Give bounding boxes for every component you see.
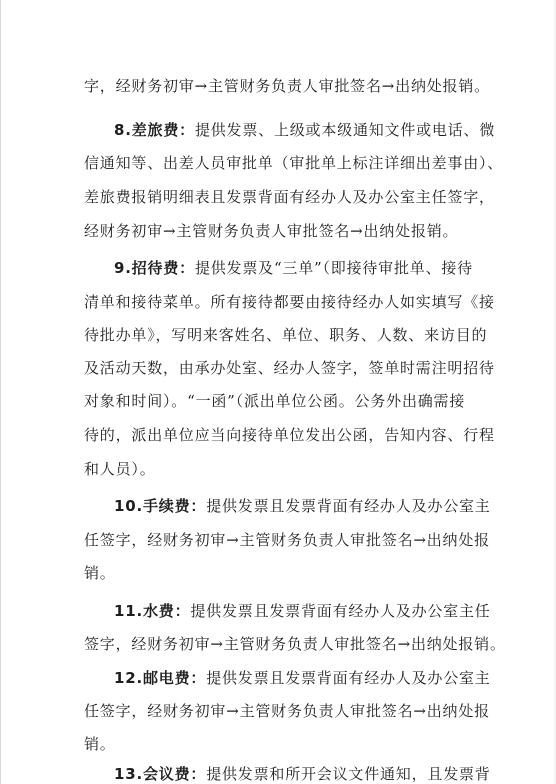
paragraph-line [114,120,495,140]
paragraph-text: 清单和接待菜单。所有接待都要由接待经办人如实填写《接 [84,293,495,311]
paragraph-text: 任签字，经财务初审→主管财务负责人审批签名→出纳处报 [84,702,490,720]
paragraph-text: 待的，派出单位应当向接待单位发出公函，告知内容、行程 [84,426,495,444]
paragraph-text: 提供发票和所开会议文件通知，且发票背 [206,765,491,783]
paragraph-text: 任签字，经财务初审→主管财务负责人审批签名→出纳处报 [84,531,490,549]
paragraph-line [84,325,487,345]
paragraph-line [114,258,473,278]
paragraph-text: 及活动天数，由承办处室、经办人签字，签单时需注明招待 [84,359,495,377]
paragraph-line [84,391,465,411]
paragraph-line [84,187,495,207]
paragraph-line [84,76,490,96]
paragraph-line [84,530,490,550]
paragraph-text: 销。 [84,564,116,582]
paragraph-text: 对象和时间）。“一函”（派出单位公函。公务外出确需接 [84,392,466,410]
paragraph-text: 签字，经财务初审→主管财务负责人审批签名→出纳处报销。 [84,635,506,653]
paragraph-text: 信通知等、出差人员审批单（审批单上标注详细出差事由）、 [84,154,504,172]
paragraph-line [84,563,116,583]
paragraph-line [84,425,495,445]
paragraph-text: 提供发票及“三单”（即接待审批单、接待 [194,259,473,277]
item-label-travel-expense: 8.差旅费： [114,121,195,139]
paragraph-line [114,764,491,784]
item-label-hospitality-expense: 9.招待费： [114,259,195,277]
paragraph-line [114,601,491,621]
paragraph-line [84,358,495,378]
paragraph-text: 提供发票且发票背面有经办人及办公室主 [206,669,491,687]
item-label-meeting-fee: 13.会议费： [114,765,207,783]
item-label-handling-fee: 10.手续费： [114,497,207,515]
paragraph-text: 提供发票且发票背面有经办人及办公室主 [206,497,491,515]
paragraph-line [84,292,495,312]
paragraph-text: 销。 [84,735,116,753]
paragraph-line [84,221,458,241]
paragraph-text: 提供发票且发票背面有经办人及办公室主任 [190,602,491,620]
item-label-water-fee: 11.水费： [114,602,191,620]
paragraph-line [114,668,491,688]
paragraph-text: 差旅费报销明细表且发票背面有经办人及办公室主任签字， [84,188,495,206]
paragraph-line [84,734,116,754]
paragraph-text: 和人员）。 [84,460,156,478]
paragraph-line [84,634,506,654]
paragraph-text: 提供发票、上级或本级通知文件或电话、微 [194,121,496,139]
paragraph-line [84,701,490,721]
paragraph-line [84,153,503,173]
paragraph-text: 经财务初审→主管财务负责人审批签名→出纳处报销。 [84,222,459,240]
paragraph-text: 待批办单》，写明来客姓名、单位、职务、人数、来访目的 [84,326,488,344]
paragraph-line [114,496,491,516]
paragraph-line [84,459,156,479]
item-label-postal-fee: 12.邮电费： [114,669,207,687]
paragraph-text: 字，经财务初审→主管财务负责人审批签名→出纳处报销。 [84,77,490,95]
